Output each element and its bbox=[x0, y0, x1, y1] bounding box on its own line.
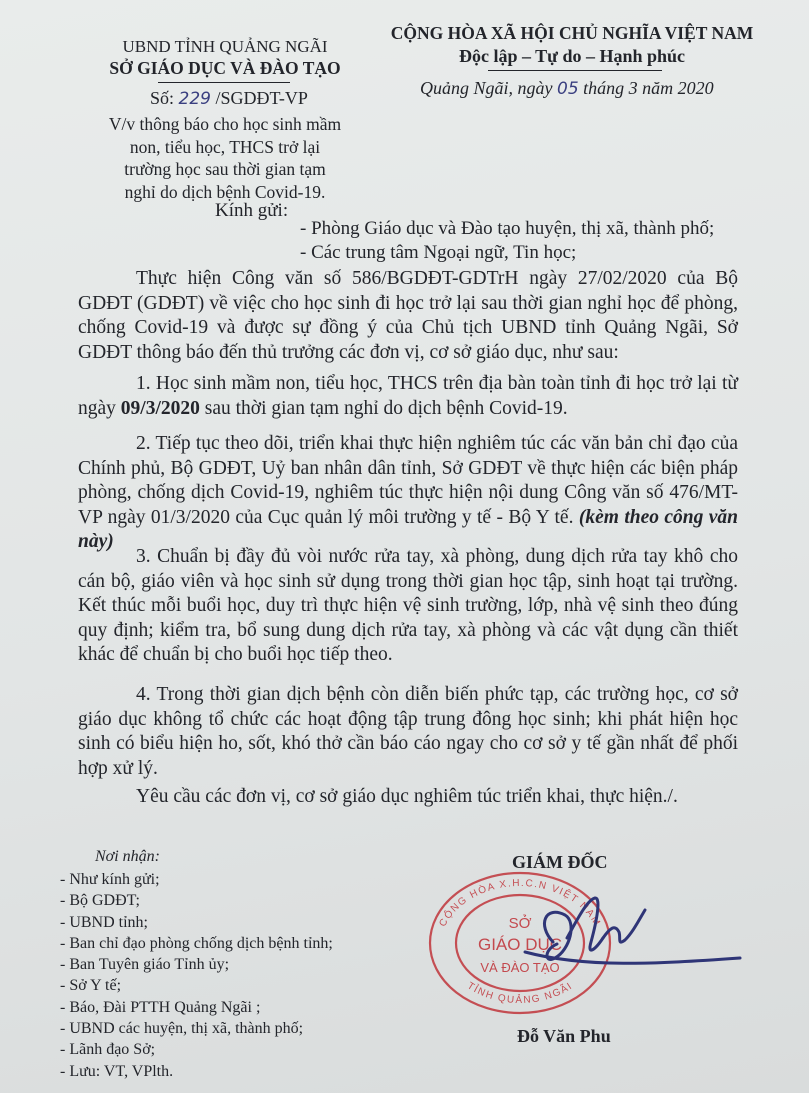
distribution-item: - Lãnh đạo Sở; bbox=[60, 1041, 156, 1059]
distribution-item: - Ban Tuyên giáo Tỉnh ủy; bbox=[60, 956, 230, 974]
nation-underline bbox=[488, 70, 662, 71]
nation-line2: Độc lập – Tự do – Hạnh phúc bbox=[458, 46, 686, 66]
paragraph-2 bbox=[78, 432, 738, 555]
doc-number-suffix: /SGDĐT-VP bbox=[215, 88, 308, 108]
subject-line: V/v thông báo cho học sinh mầm bbox=[108, 114, 342, 134]
seal-line2: GIÁO DỤC bbox=[477, 935, 563, 954]
distribution-list bbox=[60, 869, 333, 1082]
seal-ring-text: CỘNG HÒA X.H.C.N VIỆT NAM bbox=[437, 877, 603, 929]
p2-note: (kèm theo công văn này) bbox=[78, 506, 739, 553]
paragraph-1 bbox=[78, 372, 738, 421]
distribution-item: - Ban chỉ đạo phòng chống dịch bệnh tỉnh; bbox=[60, 934, 333, 952]
distribution-item: - Sở Y tế; bbox=[60, 977, 122, 995]
p2-text: 2. Tiếp tục theo dõi, triển khai thực hiện nghiêm túc các văn bản chỉ đạo của Chính phủ, Bộ GDĐT, Uỷ ban nhân dân tỉnh, Sở GDĐT về thực hiện các biện pháp phòng, chống dịch Covid-19, nghiêm túc thực hiện nội dung Công văn số 476/MT-VP ngày 01/3/2020 của Cục quản lý môi trường y tế - Bộ Y tế. bbox=[78, 433, 738, 528]
seal-bottom-text: TỈNH QUẢNG NGÃI bbox=[464, 980, 576, 1006]
signer-title: GIÁM ĐỐC bbox=[512, 852, 608, 872]
handwritten-signature-icon bbox=[515, 880, 745, 990]
seal-line3: VÀ ĐÀO TẠO bbox=[480, 960, 560, 975]
paragraph-3: 3. Chuẩn bị đầy đủ vòi nước rửa tay, xà phòng, dung dịch rửa tay khô cho cán bộ, giáo viên và học sinh sử dụng trong thời gian học tập, sinh hoạt tại trường. Kết thúc mỗi buổi học, duy trì thực hiện vệ sinh trường, lớp, nhà vệ sinh theo đúng quy định; kiểm tra, bổ sung dung dịch rửa tay, xà phòng và các vật dụng cần thiết khác để chuẩn bị cho buổi học tiếp theo. bbox=[78, 546, 738, 666]
distribution-item: - Lưu: VT, VPlth. bbox=[60, 1062, 174, 1080]
distribution-item: - Như kính gửi; bbox=[60, 871, 160, 888]
date-prefix: Quảng Ngãi, ngày bbox=[420, 78, 553, 98]
distribution-title: Nơi nhận: bbox=[95, 848, 160, 865]
org-line1: UBND TỈNH QUẢNG NGÃI bbox=[122, 37, 328, 56]
distribution-item: - UBND các huyện, thị xã, thành phố; bbox=[60, 1020, 304, 1038]
subject-line: non, tiểu học, THCS trở lại bbox=[129, 136, 321, 157]
doc-number-prefix: Số: bbox=[150, 88, 175, 108]
doc-number bbox=[150, 88, 308, 109]
distribution-item: - UBND tỉnh; bbox=[60, 913, 148, 931]
p1-date: 09/3/2020 bbox=[120, 397, 200, 419]
subject-line: trường học sau thời gian tạm bbox=[124, 159, 326, 179]
greeting: Kính gửi: bbox=[215, 200, 289, 221]
subject-line: nghỉ do dịch bệnh Covid-19. bbox=[124, 181, 326, 202]
subject bbox=[90, 113, 360, 203]
distribution-item: - Báo, Đài PTTH Quảng Ngãi ; bbox=[60, 998, 261, 1016]
date-day-handwritten: 05 bbox=[557, 79, 579, 99]
p1-text-end: sau thời gian tạm nghỉ do dịch bệnh Covid-19. bbox=[199, 397, 568, 419]
date-line bbox=[420, 78, 714, 99]
org-line2: SỞ GIÁO DỤC VÀ ĐÀO TẠO bbox=[109, 58, 341, 78]
paragraph-4: 4. Trong thời gian dịch bệnh còn diễn biến phức tạp, các trường học, cơ sở giáo dục không tổ chức các hoạt động tập trung đông học sinh; khi phát hiện học sinh có biểu hiện ho, sốt, khó thở cần báo cáo ngay cho cơ sở y tế gần nhất để phối hợp xử lý. bbox=[78, 684, 738, 779]
distribution-item: - Bộ GDĐT; bbox=[60, 892, 140, 910]
intro-paragraph: Thực hiện Công văn số 586/BGDĐT-GDTrH ngày 27/02/2020 của Bộ GDĐT (GDĐT) về việc cho học sinh đi học trở lại sau thời gian nghỉ học để phòng, chống Covid-19 và được sự đồng ý của Chủ tịch UBND tỉnh Quảng Ngãi, Sở GDĐT thông báo đến thủ trưởng các đơn vị, cơ sở giáo dục, như sau: bbox=[78, 268, 738, 363]
recipient-item: - Các trung tâm Ngoại ngữ, Tin học; bbox=[300, 242, 577, 263]
seal-line1: SỞ bbox=[508, 915, 532, 932]
date-suffix: tháng 3 năm 2020 bbox=[583, 78, 714, 98]
signer-name: Đỗ Văn Phu bbox=[517, 1026, 611, 1046]
p1-text: 1. Học sinh mầm non, tiểu học, THCS trên địa bàn toàn tỉnh đi học trở lại từ ngày bbox=[78, 373, 738, 419]
org-underline bbox=[158, 82, 290, 83]
closing-line: Yêu cầu các đơn vị, cơ sở giáo dục nghiêm túc triển khai, thực hiện./. bbox=[136, 786, 678, 807]
nation-line1: CỘNG HÒA XÃ HỘI CHỦ NGHĨA VIỆT NAM bbox=[390, 23, 754, 43]
recipient-item: - Phòng Giáo dục và Đào tạo huyện, thị xã, thành phố; bbox=[300, 218, 715, 239]
doc-number-handwritten: 229 bbox=[178, 89, 211, 109]
